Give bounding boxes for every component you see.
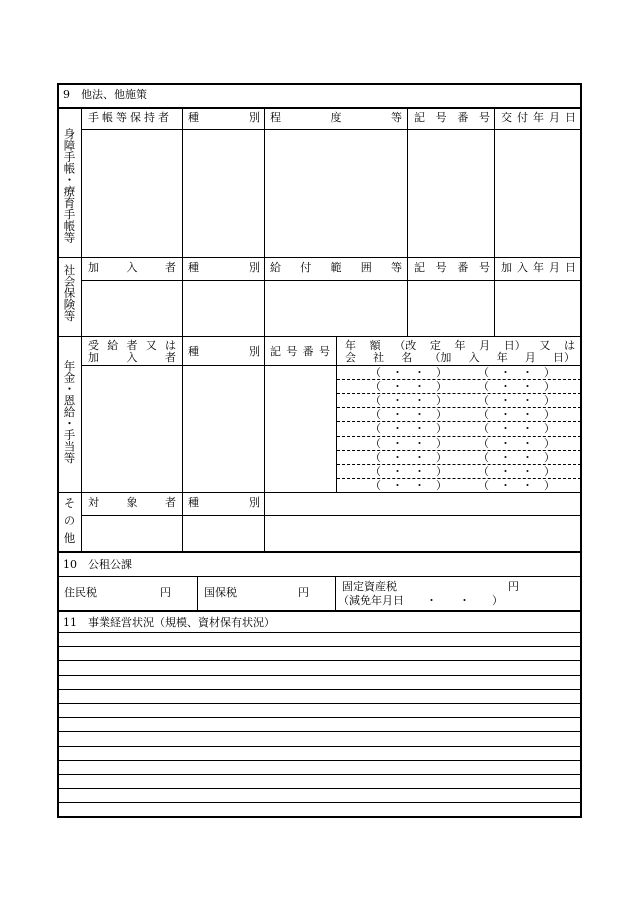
divider	[264, 336, 265, 492]
divider	[81, 129, 582, 130]
kokuhozei-yen: 円	[298, 586, 309, 599]
divider	[57, 610, 582, 612]
nenkin-date-placeholder-right: （ ・ ・ ）	[478, 478, 555, 492]
nenkin-date-placeholder-left: （ ・ ・ ）	[370, 436, 447, 450]
divider	[57, 551, 582, 553]
divider	[407, 257, 408, 337]
nenkin-date-placeholder-left: （ ・ ・ ）	[370, 380, 447, 394]
nenkin-side-label: 年金・恩給・手当等	[62, 360, 77, 464]
shakai-header-number: 記 号 番 号	[414, 261, 490, 274]
divider	[182, 108, 183, 257]
nenkin-date-placeholder-left: （ ・ ・ ）	[370, 450, 447, 464]
nenkin-date-placeholder-right: （ ・ ・ ）	[478, 464, 555, 478]
shogai-header-holder-text: 手帳等保持者	[88, 111, 172, 124]
nenkin-date-placeholder-right: （ ・ ・ ）	[478, 380, 555, 394]
nenkin-date-placeholder-right: （ ・ ・ ）	[478, 436, 555, 450]
divider	[335, 576, 336, 610]
side-label-column-line	[81, 108, 82, 551]
shakai-side-label: 社会保険等	[62, 264, 77, 322]
divider	[57, 257, 582, 258]
nenkin-header-amount-2: 会 社 名 （加 入 年 月 日）	[345, 351, 575, 364]
section11-ruled-line	[57, 760, 582, 761]
section11-ruled-line	[57, 660, 582, 661]
divider	[264, 492, 265, 551]
shakai-header-date: 加 入 年 月 日	[501, 261, 576, 274]
section11-ruled-line	[57, 774, 582, 775]
section11-ruled-line	[57, 703, 582, 704]
divider	[197, 576, 198, 610]
divider	[336, 336, 337, 492]
shogai-header-date: 交 付 年 月 日	[501, 111, 576, 124]
section11-ruled-line	[57, 746, 582, 747]
genmen-date: （減免年月日 ・ ・ ）	[338, 594, 503, 607]
divider	[57, 576, 582, 577]
section9-heading: 9 他法、他施策	[63, 88, 147, 101]
nenkin-header-recipient-1: 受 給 者 又 は	[88, 339, 176, 352]
divider	[264, 257, 265, 337]
sonota-header-target: 対 象 者	[88, 496, 176, 509]
divider	[182, 336, 183, 492]
nenkin-date-placeholder-right: （ ・ ・ ）	[478, 394, 555, 408]
divider	[57, 107, 582, 109]
divider	[57, 336, 582, 337]
shogai-side-label: 身障手帳・療育手帳等	[62, 128, 77, 243]
divider	[182, 257, 183, 337]
shakai-header-member: 加 入 者	[88, 261, 176, 274]
juminzei-label: 住民税	[64, 586, 97, 599]
nenkin-date-placeholder-right: （ ・ ・ ）	[478, 422, 555, 436]
nenkin-date-placeholder-right: （ ・ ・ ）	[478, 366, 555, 379]
section11-ruled-line	[57, 675, 582, 676]
divider	[81, 280, 582, 281]
divider	[264, 108, 265, 257]
nenkin-header-amount-1: 年 額 （改 定 年 月 日） 又 は	[345, 339, 575, 352]
section11-ruled-line	[57, 632, 582, 633]
section11-ruled-line	[57, 802, 582, 803]
section11-ruled-line	[57, 717, 582, 718]
divider	[494, 257, 495, 337]
nenkin-date-placeholder-left: （ ・ ・ ）	[370, 422, 447, 436]
nenkin-date-placeholder-left: （ ・ ・ ）	[370, 478, 447, 492]
sonota-header-kind: 種 別	[188, 496, 260, 509]
nenkin-date-placeholder-left: （ ・ ・ ）	[370, 464, 447, 478]
koteishisanzei-yen: 円	[508, 580, 519, 593]
nenkin-header-recipient-2: 加 入 者	[88, 351, 176, 364]
section11-ruled-line	[57, 731, 582, 732]
juminzei-yen: 円	[160, 586, 171, 599]
section11-heading: 11 事業経営状況（規模、資材保有状況）	[63, 616, 275, 629]
kokuhozei-label: 国保税	[204, 586, 237, 599]
nenkin-date-placeholder-right: （ ・ ・ ）	[478, 408, 555, 422]
divider	[81, 515, 582, 516]
divider	[494, 108, 495, 257]
shogai-header-kind: 種 別	[188, 111, 260, 124]
nenkin-date-placeholder-right: （ ・ ・ ）	[478, 450, 555, 464]
divider	[182, 492, 183, 551]
section11-ruled-line	[57, 646, 582, 647]
shakai-header-kind: 種 別	[188, 261, 260, 274]
shogai-header-holder	[88, 112, 176, 123]
section11-ruled-line	[57, 689, 582, 690]
nenkin-date-placeholder-left: （ ・ ・ ）	[370, 394, 447, 408]
nenkin-header-kind: 種 別	[188, 345, 260, 358]
nenkin-header-number: 記 号 番 号	[270, 345, 330, 358]
nenkin-date-placeholder-left: （ ・ ・ ）	[370, 366, 447, 379]
koteishisanzei-label: 固定資産税	[342, 580, 397, 593]
shakai-header-range: 給 付 範 囲 等	[270, 261, 402, 274]
divider	[407, 108, 408, 257]
sonota-side-label: その他	[62, 497, 77, 550]
section11-ruled-line	[57, 788, 582, 789]
section10-heading: 10 公租公課	[63, 558, 132, 571]
nenkin-date-placeholder-left: （ ・ ・ ）	[370, 408, 447, 422]
divider	[57, 492, 582, 493]
shogai-header-number: 記 号 番 号	[414, 111, 490, 124]
shogai-header-degree: 程 度 等	[270, 111, 402, 124]
